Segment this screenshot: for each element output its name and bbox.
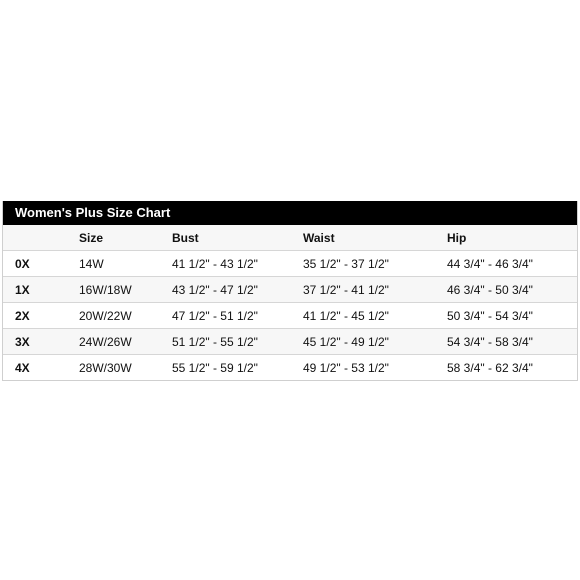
size-cell: 24W/26W [79, 334, 132, 349]
bust-cell: 55 1/2" - 59 1/2" [172, 360, 258, 375]
header-waist: Waist [303, 230, 335, 245]
bust-cell: 43 1/2" - 47 1/2" [172, 282, 258, 297]
row-label: 0X [15, 256, 30, 271]
table-row [3, 329, 577, 355]
hip-cell: 46 3/4" - 50 3/4" [447, 282, 533, 297]
size-cell: 16W/18W [79, 282, 132, 297]
size-cell: 20W/22W [79, 308, 132, 323]
row-label: 4X [15, 360, 30, 375]
header-hip: Hip [447, 230, 467, 245]
hip-cell: 50 3/4" - 54 3/4" [447, 308, 533, 323]
header-size: Size [79, 230, 104, 245]
chart-title: Women's Plus Size Chart [3, 201, 577, 225]
bust-cell: 51 1/2" - 55 1/2" [172, 334, 258, 349]
row-label: 3X [15, 334, 30, 349]
header-bust: Bust [172, 230, 199, 245]
bust-cell: 41 1/2" - 43 1/2" [172, 256, 258, 271]
header-row-label [3, 225, 79, 251]
size-cell: 14W [79, 256, 104, 271]
size-chart [2, 201, 578, 381]
waist-cell: 49 1/2" - 53 1/2" [303, 360, 389, 375]
waist-cell: 37 1/2" - 41 1/2" [303, 282, 389, 297]
table-header-row [3, 225, 577, 251]
waist-cell: 41 1/2" - 45 1/2" [303, 308, 389, 323]
waist-cell: 45 1/2" - 49 1/2" [303, 334, 389, 349]
hip-cell: 54 3/4" - 58 3/4" [447, 334, 533, 349]
table-row [3, 303, 577, 329]
size-cell: 28W/30W [79, 360, 132, 375]
row-label: 1X [15, 282, 30, 297]
table-row [3, 251, 577, 277]
bust-cell: 47 1/2" - 51 1/2" [172, 308, 258, 323]
hip-cell: 44 3/4" - 46 3/4" [447, 256, 533, 271]
hip-cell: 58 3/4" - 62 3/4" [447, 360, 533, 375]
table-row [3, 355, 577, 381]
row-label: 2X [15, 308, 30, 323]
size-table [3, 225, 577, 380]
table-row [3, 277, 577, 303]
waist-cell: 35 1/2" - 37 1/2" [303, 256, 389, 271]
